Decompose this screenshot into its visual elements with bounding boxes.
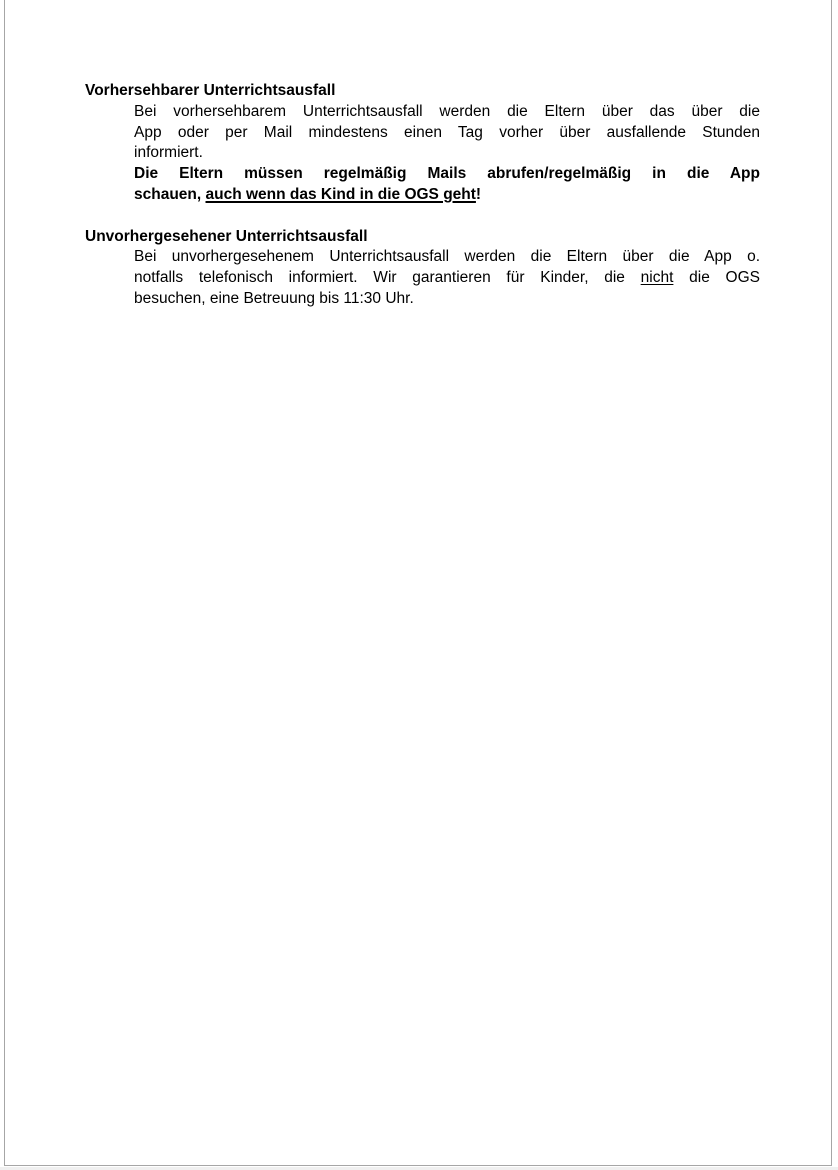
document-page xyxy=(4,0,832,1166)
section-body xyxy=(134,102,760,206)
text-segment: schauen, xyxy=(134,185,206,203)
text-line-bold xyxy=(134,185,760,206)
section-body xyxy=(134,247,760,309)
text-line: Bei unvorhergesehenem Unterrichtsausfall werden die Eltern über die App o. xyxy=(134,248,760,266)
text-line: informiert. xyxy=(134,144,203,162)
section-heading: Unvorhergesehener Unterrichtsausfall xyxy=(85,227,368,245)
text-line xyxy=(134,268,760,289)
section-vorhersehbarer-unterrichtsausfall xyxy=(85,81,761,206)
text-line: Bei vorhersehbarem Unterrichtsausfall werden die Eltern über das über die xyxy=(134,102,760,120)
section-heading: Vorhersehbarer Unterrichtsausfall xyxy=(85,82,336,99)
text-segment: notfalls telefonisch informiert. Wir garantieren für Kinder, die xyxy=(134,269,641,287)
underlined-text: auch wenn das Kind in die OGS geht xyxy=(205,185,476,203)
section-unvorhergesehener-unterrichtsausfall xyxy=(85,227,761,310)
text-line-bold: Die Eltern müssen regelmäßig Mails abrufen/regelmäßig in die App xyxy=(134,165,760,183)
underlined-text: nicht xyxy=(640,269,674,287)
text-segment: ! xyxy=(475,185,482,203)
document-content xyxy=(85,81,761,310)
text-line: besuchen, eine Betreuung bis 11:30 Uhr. xyxy=(134,289,414,307)
text-segment: die OGS xyxy=(673,269,761,287)
text-line: App oder per Mail mindestens einen Tag vorher über ausfallende Stunden xyxy=(134,123,760,141)
